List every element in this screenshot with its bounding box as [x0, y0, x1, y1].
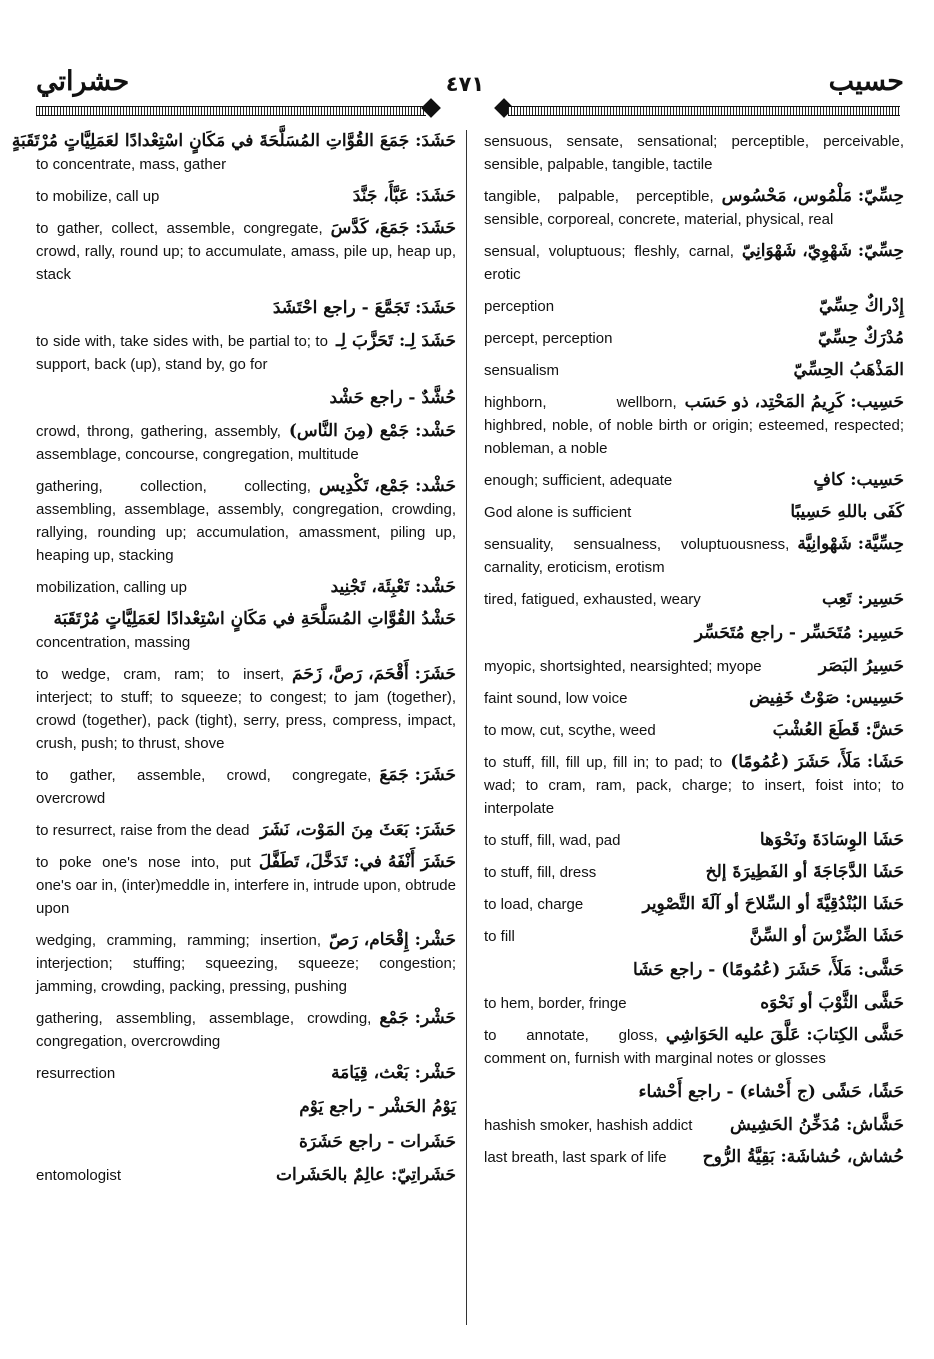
dictionary-entry: [484, 130, 904, 176]
english-definition: entomologist: [36, 1167, 122, 1184]
dictionary-entry: [484, 992, 904, 1015]
english-definition: to gather, assemble, crowd, congregate, overcrowd: [36, 767, 372, 807]
arabic-headword: حَشْر: جَمْع: [379, 1008, 456, 1028]
english-definition: sensual, voluptuous; fleshly, carnal, erotic: [484, 243, 734, 283]
english-definition: concentration, massing: [36, 634, 191, 651]
arabic-headword: حَسِيس: صَوْتٌ خَفِيض: [749, 688, 904, 708]
arabic-headword: حَشَا البُنْدُقِيَّةَ أو السِّلاحَ أو آلَةَ التَّصْوِير: [642, 894, 904, 914]
dictionary-entry: [484, 359, 904, 382]
dictionary-entry: [484, 391, 904, 460]
arabic-headword: المَذْهَبُ الحِسِّيّ: [793, 360, 904, 380]
dictionary-entry: [484, 893, 904, 916]
english-definition: to annotate, gloss, comment on, furnish with marginal notes or glosses: [484, 1027, 826, 1067]
english-definition: to concentrate, mass, gather: [36, 156, 227, 173]
arabic-headword: حَشَدَ: تَجَمَّعَ - راجع احْتَشَدَ: [272, 298, 456, 318]
dictionary-entry: [484, 925, 904, 948]
dictionary-entry: [484, 1146, 904, 1169]
dictionary-entry: [484, 829, 904, 852]
arabic-headword: حَشَّى الثَّوْبَ أو نَحْوَه: [760, 993, 904, 1013]
english-definition: perception: [484, 298, 555, 315]
column-divider: [466, 130, 467, 1325]
dictionary-entry: [484, 469, 904, 492]
english-definition: to poke one's nose into, put one's oar in, (inter)meddle in, interfere in, intrude upon, obtrude upon: [36, 854, 456, 917]
arabic-headword: حَشَا الوِسَادَةَ ونَحْوَها: [759, 830, 904, 850]
arabic-headword: حِسِّيَّة: شَهْوانِيَّة: [797, 534, 904, 554]
dictionary-entry: [484, 185, 904, 231]
english-definition: to wedge, cram, ram; to insert, interject; to stuff; to squeeze; to congest; to jam (together), crowd (together), pack (tight), serry, press, compress, impact, crush, push; to thrust, shove: [36, 666, 456, 752]
english-definition: to mobilize, call up: [36, 188, 160, 205]
arabic-headword: حَسِير: تَعِب: [821, 589, 904, 609]
header-guide-word-left: حشراتي: [36, 66, 130, 97]
arabic-headword: حَشَرَ أَنْفَهُ في: تَدَخَّلَ، تَطَفَّلَ: [258, 852, 456, 872]
english-definition: to stuff, fill, fill up, fill in; to pad; to wad; to cram, ram, pack, charge; to insert, foist into; to interpolate: [484, 754, 904, 817]
dictionary-entry: [36, 1062, 456, 1085]
arabic-headword: حَشَّ: قَطَعَ العُشْبَ: [772, 720, 904, 740]
english-definition: crowd, throng, gathering, assembly, assemblage, concourse, congregation, multitude: [36, 423, 359, 463]
arabic-headword: حَسِيب: كافٍ: [813, 470, 904, 490]
dictionary-entry: [11, 130, 456, 176]
arabic-headword: حَشْدُ القُوَّاتِ المُسَلَّحَةِ في مَكَانٍ اسْتِعْدادًا لعَمَلِيَّاتٍ مُرْتَقَبَة: [53, 609, 456, 629]
arabic-headword: حَشْد: تَعْبِئَة، تَجْنِيد: [330, 577, 456, 597]
english-definition: percept, perception: [484, 330, 613, 347]
english-definition: God alone is sufficient: [484, 504, 632, 521]
dictionary-entry: [484, 620, 904, 646]
arabic-headword: يَوْمُ الحَشْر - راجع يَوْم: [299, 1097, 456, 1117]
arabic-headword: حَشَا الضِّرْسَ أو السِّنَّ: [749, 926, 904, 946]
arabic-headword: إِدْراكٌ حِسِّيّ: [819, 296, 904, 316]
header-rule-left: [36, 106, 426, 116]
english-definition: hashish smoker, hashish addict: [484, 1117, 693, 1134]
arabic-headword: حَشَرَ: جَمَعَ: [379, 765, 456, 785]
arabic-headword: حُشَّدٌ - راجع حَشْد: [329, 388, 456, 408]
english-definition: to mow, cut, scythe, weed: [484, 722, 656, 739]
dictionary-entry: [484, 588, 904, 611]
arabic-headword: حَشَدَ: عَبَّأَ، جَنَّدَ: [352, 186, 456, 206]
english-definition: sensuous, sensate, sensational; perceptible, perceivable, sensible, palpable, tangible, tactile: [484, 133, 904, 173]
dictionary-entry: [484, 501, 904, 524]
arabic-headword: حَشًا، حَشًى (ج أَحْشاء) - راجع أَحْشاء: [638, 1082, 904, 1102]
dictionary-entry: [484, 1079, 904, 1105]
arabic-headword: حُشاش، حُشاشَة: بَقِيَّةُ الرُّوح: [702, 1147, 904, 1167]
english-definition: sensualism: [484, 362, 560, 379]
english-definition: to stuff, fill, wad, pad: [484, 832, 621, 849]
english-definition: to fill: [484, 928, 515, 945]
arabic-headword: حِسِّيّ: شَهْوِيّ، شَهْوَانِيّ: [741, 241, 904, 261]
dictionary-entry: [484, 240, 904, 286]
dictionary-entry: [484, 327, 904, 350]
dictionary-entry: [36, 764, 456, 810]
dictionary-entry: [36, 420, 456, 466]
arabic-headword: حَشْد: جَمْع، تَكْدِيس: [318, 476, 456, 496]
dictionary-entry: [36, 385, 456, 411]
dictionary-entry: [36, 1164, 456, 1187]
english-definition: last breath, last spark of life: [484, 1149, 667, 1166]
english-definition: to hem, border, fringe: [484, 995, 627, 1012]
header-guide-word-right: حسيب: [828, 66, 904, 97]
english-definition: enough; sufficient, adequate: [484, 472, 673, 489]
dictionary-entry: [484, 751, 904, 820]
dictionary-entry: [36, 851, 456, 920]
page-number: ٤٧١: [445, 72, 485, 96]
dictionary-entry: [484, 1024, 904, 1070]
dictionary-entry: [484, 655, 904, 678]
english-definition: tired, fatigued, exhausted, weary: [484, 591, 701, 608]
arabic-headword: مُدْرَكٌ حِسِّيّ: [817, 328, 904, 348]
english-definition: highborn, wellborn, highbred, noble, of noble birth or origin; esteemed, respected; nobleman, a noble: [484, 394, 904, 457]
english-definition: to gather, collect, assemble, congregate, crowd, rally, round up; to accumulate, amass, pile up, heap up, stack: [36, 220, 456, 283]
english-definition: gathering, collection, collecting, assembling, assemblage, assembly, congregation, crowding, rallying, rounding up; accumulation, amassment, piling up, heaping up, stacking: [36, 478, 456, 564]
arabic-headword: حَشَرَ: أَقْحَمَ، رَصَّ، زَحَمَ: [292, 664, 456, 684]
arabic-headword: حَشَا: مَلَأَ، حَشَرَ (عُمُومًا): [730, 752, 904, 772]
dictionary-entry: [36, 1094, 456, 1120]
arabic-headword: حَسِيب: كَرِيمُ المَحْتِد، ذو حَسَب: [684, 392, 904, 412]
arabic-headword: حَشَدَ: جَمَعَ القُوَّاتِ المُسَلَّحَةَ في مَكَانٍ اسْتِعْدادًا لعَمَلِيَّاتٍ مُرْتَقَبَةٍ: [11, 131, 456, 151]
arabic-headword: حَشَدَ لِـ: تَحَزَّبَ لِـ: [335, 331, 456, 351]
english-definition: gathering, assembling, assemblage, crowding, congregation, overcrowding: [36, 1010, 372, 1050]
dictionary-entry: [36, 663, 456, 755]
arabic-headword: حَشَّى الكِتابَ: عَلَّقَ عليه الحَوَاشِي: [665, 1025, 904, 1045]
arabic-headword: حَشْر: إِقْحَام، رَصّ: [329, 930, 456, 950]
arabic-headword: حَشْر: بَعْث، قِيَامَة: [331, 1063, 456, 1083]
arabic-headword: كَفَى باللهِ حَسِيبًا: [790, 502, 904, 522]
dictionary-entry: [36, 1129, 456, 1155]
dictionary-entry: [484, 719, 904, 742]
header-rule-right: [508, 106, 900, 116]
english-definition: mobilization, calling up: [36, 579, 187, 596]
dictionary-entry: [484, 533, 904, 579]
arabic-headword: حَشَرات - راجع حَشَرَة: [298, 1132, 456, 1152]
dictionary-entry: [484, 861, 904, 884]
dictionary-entry: [36, 929, 456, 998]
arabic-headword: حَشَدَ: جَمَعَ، كَدَّسَ: [330, 218, 456, 238]
dictionary-entry: [36, 475, 456, 567]
english-definition: wedging, cramming, ramming; insertion, interjection; stuffing; squeezing, squeeze; congestion; jamming, crowding, packing, pressing, pushing: [36, 932, 456, 995]
dictionary-entry: [36, 819, 456, 842]
arabic-headword: حَشَّى: مَلَأَ، حَشَرَ (عُمُومًا) - راجع حَشَا: [633, 960, 904, 980]
dictionary-entry: [36, 608, 456, 654]
arabic-headword: حَشْد: جَمْع (مِنَ النَّاس): [288, 421, 456, 441]
arabic-headword: حَسِيرُ البَصَر: [818, 656, 904, 676]
dictionary-entry: [484, 1114, 904, 1137]
arabic-headword: حَسِير: مُتَحَسِّر - راجع مُتَحَسِّر: [694, 623, 904, 643]
english-definition: resurrection: [36, 1065, 116, 1082]
dictionary-entry: [484, 687, 904, 710]
english-definition: faint sound, low voice: [484, 690, 628, 707]
arabic-headword: حَشَا الدَّجَاجَةَ أو الفَطِيرَةَ إلخ: [705, 862, 904, 882]
dictionary-entry: [484, 957, 904, 983]
dictionary-entry: [36, 576, 456, 599]
english-definition: to side with, take sides with, be partial to; to support, back (up), stand by, go for: [36, 333, 328, 373]
right-column: [484, 130, 904, 1178]
english-definition: to load, charge: [484, 896, 584, 913]
english-definition: tangible, palpable, perceptible, sensible, corporeal, concrete, material, physical, real: [484, 188, 834, 228]
dictionary-entry: [36, 217, 456, 286]
arabic-headword: حِسِّيّ: مَلْمُوس، مَحْسُوس: [721, 186, 904, 206]
dictionary-entry: [36, 1007, 456, 1053]
english-definition: sensuality, sensualness, voluptuousness, carnality, eroticism, erotism: [484, 536, 790, 576]
dictionary-entry: [36, 185, 456, 208]
left-column: [11, 130, 456, 1196]
arabic-headword: حَشَراتِيّ: عالِمٌ بالحَشَرات: [276, 1165, 456, 1185]
dictionary-entry: [36, 330, 456, 376]
dictionary-entry: [484, 295, 904, 318]
english-definition: myopic, shortsighted, nearsighted; myope: [484, 658, 762, 675]
english-definition: to stuff, fill, dress: [484, 864, 597, 881]
english-definition: to resurrect, raise from the dead: [36, 822, 250, 839]
arabic-headword: حَشَرَ: بَعَثَ مِنَ المَوْت، نَشَرَ: [260, 820, 456, 840]
arabic-headword: حَشَّاش: مُدَخِّنُ الحَشِيش: [729, 1115, 904, 1135]
dictionary-entry: [36, 295, 456, 321]
